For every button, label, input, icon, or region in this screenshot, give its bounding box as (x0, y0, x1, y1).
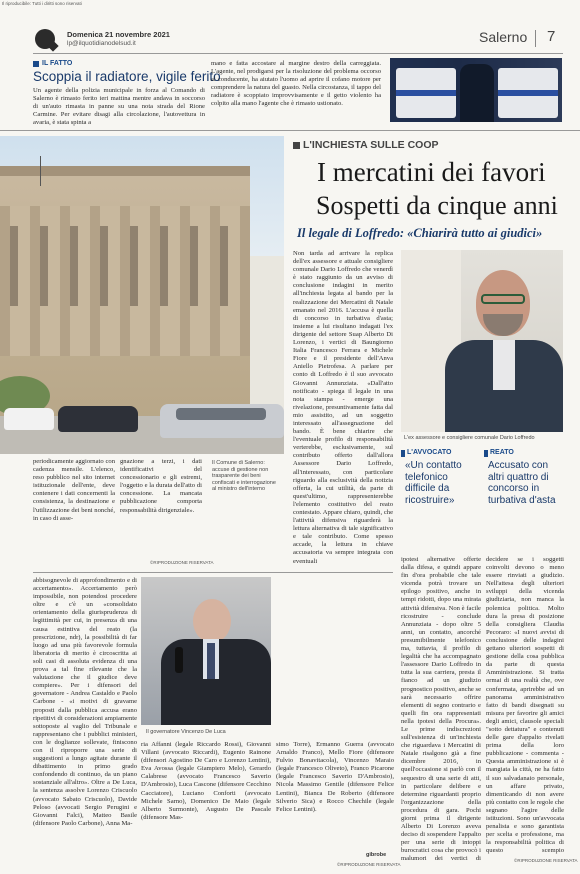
top-story-col2: mano e fatta accostare al margine destro della carreggiata. L'agente, nel prodigarsi per la risoluzione del problema occorso al conducente, ha aiutato l'uomo ad aprire il cofano motore per comprendere la natura del guasto. Nella circostanza, il tappo del radiatore è scoppiato improvvisamente e il getto violento ha colpito alla mano l'agente che è rimasto ustionato. (211, 60, 381, 108)
inquiry-copyright: ©RIPRODUZIONE RISERVATA (514, 858, 578, 863)
bottom-col1: abbisognevole di approfondimento e di accertamento». Accertamento però impossibile, non potendosi procedere oltre e c'è un «consolidato orientamento della giurisprudenza di legittimità per cui, in presenza di una causa estintiva del reato (la prescrizione, ndr), la possibilità di far luogo ad una più favorevole formula liberatoria di merito è circoscritta ai soli casi di assoluta evidenza di una prova a tal fine rilevante che la valutazione che il giudice deve compiere». Per i difensori del governatore - Andrea Castaldo e Paolo Carbone - «i motivi di gravame proposti dalla pubblica accusa erano ripetitivi di considerazioni ampiamente sottoposte al vaglio del Tribunale e rappresentano che i pubblici ministeri, con le doglianze sollevate, finiscono con il riproporre una serie di suggestioni a lungo agitate durante il dibattimento in primo grado confondendo di continuo, da un piano sostanziale all'altro». Oltre a De Luca, la sentenza assolve Lorenzo Criscuolo (avvocato Sabato Criscuolo), Davide Peloso (avvocati Sergio Perugini e Giovanni Falci), Matteo Basile (difensore Paolo Carbone), Anna Ma- (33, 577, 137, 827)
deluca-photo (141, 577, 271, 725)
inquiry-col2: ipotesi alternative offerte dalla difesa, e quindi appare fin d'ora probabile che tale vicenda potrà trovare un epilogo positivo, anche in tempi ridotti, dopo una mirata attività difensiva. Non è facile ricostruire - conclude Annunziata - dopo oltre 5 anni, un contatto, ancorché presumibilmente telefonico ma, tuttavia, il profilo di legalità che ha accompagnato l'assessore Dario Loffredo in tutta la sua carriera, presta il fianco ad un giudizio prognostico positivo, anche se sarà necessario offrire elementi di segno contrario e quelli fin ora rappresentati nella ipotesi della Procura». Le prime indiscrezioni sull'esistenza di un'inchiesta che riguardava i Mercatini di Natale risalgono già a fine dicembre 2016, in quell'occasione si parlò con il sequestro di una serie di atti, in particolare delibere e determine riguardanti proprio l'organizzazione della procedura di gara. Pochi giorni prima il dirigente Alberto Di Lorenzo aveva deciso di sospendere l'appalto per una serie di intoppi burocratici cosa che provocò i malumori dei vertici di (401, 556, 481, 862)
masthead-date: Domenica 21 novembre 2021 (67, 30, 170, 39)
deluca-caption: Il governatore Vincenzo De Luca (146, 729, 226, 735)
top-story (33, 60, 383, 127)
top-story-title: Scoppia il radiatore, vigile ferito (33, 69, 221, 84)
municipio-photo (0, 136, 284, 454)
bottom-col3: simo Torre), Ermanno Guerra (avvocato Arnaldo Franco), Mello Fiore (difensore Fulvio Bonavitacola), Vincenzo Maraio (legale Francesco Oliveto), Franco Picarone (legale Francesco Saverio D'Ambrosio), Nicola Massimo Gentile (difensore Felice Lentini), Bianca De Roberto (difensore Silverio Sica) e Rocco Chechile (legale Felice Lentini). (276, 741, 394, 813)
portrait-shirt (493, 340, 515, 390)
sidebar-avvocato (401, 448, 479, 548)
signature: gibrobe (366, 852, 387, 858)
section-divider (535, 30, 536, 47)
bottom-col2: ria Affanni (legale Riccardo Rossi), Giovanni Villani (avvocato Riccardi), Eugenio Rainone (difensori Agostino De Caro e Lorenzo Lentini), Eva Avossa (legale Giampiero Melo), Gerardo Calabrese (avvocato Francesco Saverio D'Ambrosio), Luca Cascone (difensore Cecchino Cacciatore), Luciano Conforti (avvocato Michele Sarno), Domenico De Maio (legale Alberto Surmonte), Augusto De Pascale (difensore Mas- (141, 741, 271, 821)
portrait-glasses (481, 294, 525, 304)
headline-2: Sospetti da cinque anni (316, 191, 558, 220)
masthead (33, 26, 563, 54)
police-photo (390, 58, 562, 122)
inquiry-kicker-icon (293, 142, 300, 149)
top-story-col1: Un agente della polizia municipale in forza al Comando di Salerno è rimasto ferito ieri mattina mentre andava in soccorso di un'auto rimasta in panne su una nota strada del Rione Carmine. Per evitare disagi alla circolazione, l'autovettura in avaria, è stata spinta a (33, 87, 205, 127)
car-dark (58, 406, 138, 432)
subhead: Il legale di Loffredo: «Chiarirà tutto ai giudici» (297, 226, 543, 240)
loffredo-portrait (401, 250, 563, 432)
sidebar-reato (484, 448, 564, 548)
sidebar-avvocato-label: L'AVVOCATO (407, 449, 452, 456)
section-name: Salerno (479, 29, 528, 45)
sidebar-avvocato-text: «Un contatto telefonico difficile da ricostruire» (405, 460, 462, 506)
headline-1: I mercatini dei favori (317, 157, 546, 187)
building-caption: Il Comune di Salerno: accuse di gestione non trasparente dei beni confiscati e interrogazione al ministro dell'interno (212, 460, 276, 492)
flag-pole (40, 156, 41, 186)
left-col2: gnazione a terzi, i dati identificativi del concessionario e gli estremi, l'oggetto e la durata dell'atto di concessione. La mancata pubblicazione comporta responsabilità dirigenziale». (120, 458, 202, 514)
copyright-left: ©RIPRODUZIONE RISERVATA (150, 560, 214, 565)
watermark: Il riproducibile: Tutti i diritti sono riservati (2, 1, 82, 6)
police-officer (460, 64, 494, 122)
top-story-kicker-bar (33, 61, 39, 67)
police-stripe-right (498, 90, 558, 96)
lower-rule (33, 572, 393, 573)
inquiry-kicker: L'INCHIESTA SULLE COOP (303, 139, 439, 151)
car-silver-window (176, 408, 266, 420)
sidebar-reato-marker (484, 450, 488, 457)
building-windows (10, 226, 240, 306)
page-number: 7 (547, 28, 556, 45)
sidebar-avvocato-marker (401, 450, 405, 457)
inquiry-col1: Non tarda ad arrivare la replica dell'ex assessore e attuale consigliere comunale Dario Loffredo che venerdì è stato raggiunto da un avviso di conclusione indagini in merito all'inchiesta legata al bando per la realizzazione dei Mercatini di Natale emanato nel 2016. L'accusa è quella di concorso in turbativa d'asta; insieme a lui risultano indagati l'ex dirigente del settore Suap Alberto Di Lorenzo, i vertici di Baungiorno Italia Francesco Ferrara e Michele Fiore e il presidente dell'Anva Aniello Pietrofesa. A parlare per conto di Loffredo è il suo avvocato Giovanni Annunziata. «Dall'atto notificato - spiega il legale in una nota stampa - emerge una rivelazione, presuntivamente fatta dal mio assistito, ad un soggetto interessato all'assegnazione del bando. È bene chiarire che l'eventuale profilo di responsabilità verterebbe, esclusivamente, sul contributo offerto dall'allora Assessore Dario Loffredo, all'interessato, con particolare riguardo alla esclusività della notizia offerta, la cui utilità, da parte di quest'ultimo, rappresenterebbe l'elemento costitutivo del reato contestato. Appare chiaro, quindi, che l'attività difensiva riguarderà la lettura alternativa di tale significativo e tale contributo. Come spesso accade, la lettura in chiave accusatoria va sempre integrata con eventuali (293, 250, 393, 565)
building-cornice (0, 166, 250, 176)
sidebar-reato-text: Accusato con altri quattro di concorso in turbativa d'asta (488, 460, 556, 506)
masthead-email[interactable]: lp@ilquotidianodelsud.it (67, 40, 136, 47)
deluca-tie (207, 643, 215, 679)
inquiry-col3: decidere se i soggetti coinvolti devono o meno essere rinviati a giudizio. Nell'attesa degli ulteriori sviluppi della vicenda giudiziaria, non manca la polemica politica. Molto dura la presa di posizione della consigliera Claudia Pecoraro: «I nuovi avvisi di conclusione delle indagini gettano ulteriori sospetti di gestione della cosa pubblica da parte di questa Amministrazione. Si tratta ormai di una realtà che, ove confermata, aprirebbe ad un panorama amministrativo fatto di bandi disegnati su misura per favorire gli amici degli amici, clausole speciali "sotto dettatura" e contenuti delle gare d'appalto rivelati prima della loro pubblicazione - commenta - Questa amministrazione si è mangiata la città, ne ha fatto il suo salvadanaio personale, un affare privato, dimenticando di non avere più contatto con le regole che segnano l'agire delle istituzioni. Sono un'avvocata penalista e sono garantista per scelta e professione, ma la responsabilità politica di questo scempio (486, 556, 564, 854)
police-stripe-left (396, 90, 456, 96)
deluca-head (193, 599, 231, 643)
section-rule (0, 130, 580, 131)
left-col1: periodicamente aggiornato con cadenza mensile. L'elenco, reso pubblico nel sito internet istituzionale dell'ente, deve contenere i dati concernenti la consistenza, la destinazione e l'utilizzazione dei beni nonché, in caso di asse- (33, 458, 115, 522)
portrait-caption: L'ex assessore e consigliere comunale Dario Loffredo (404, 435, 535, 441)
copyright-bottom: ©RIPRODUZIONE RISERVATA (337, 862, 401, 867)
top-story-kicker: IL FATTO (42, 60, 73, 67)
car-white (4, 408, 54, 430)
sidebar-reato-label: REATO (490, 449, 514, 456)
microphone-icon (175, 647, 183, 673)
